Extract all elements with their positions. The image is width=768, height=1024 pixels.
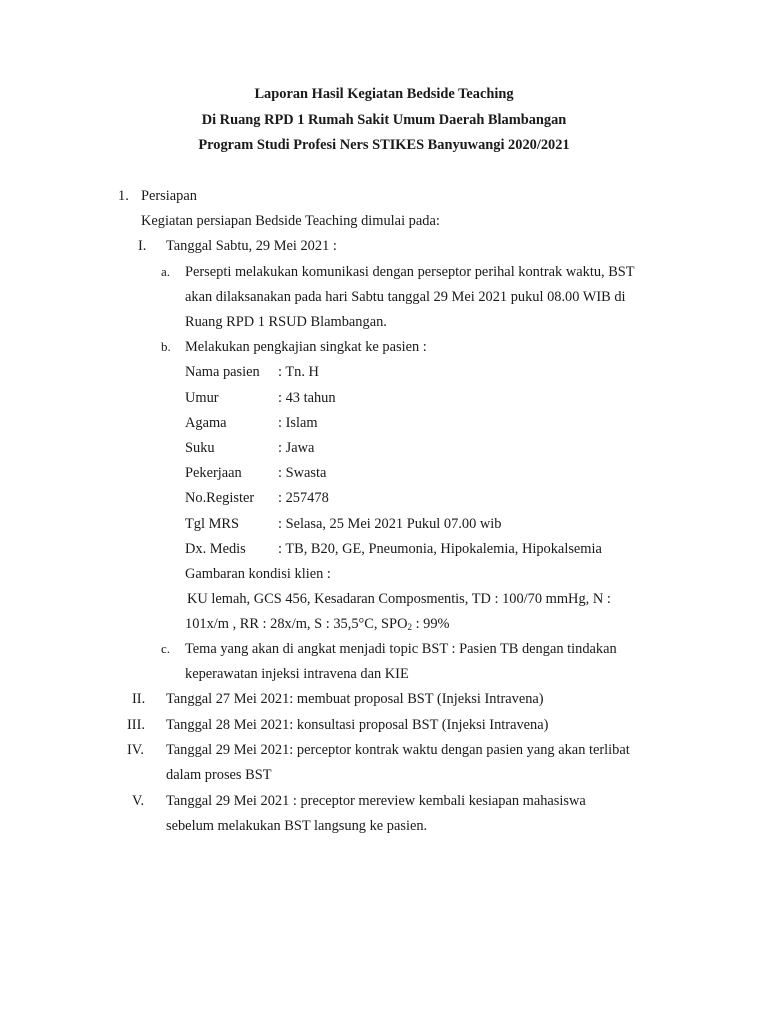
kondisi-line-2-value: : 99%	[411, 616, 450, 632]
field-label-pekerjaan: Pekerjaan	[185, 465, 242, 481]
report-title-line-3: Program Studi Profesi Ners STIKES Banyuwangi 2020/2021	[198, 137, 570, 153]
section-heading: Persiapan	[141, 188, 197, 204]
section-number: 1.	[118, 188, 129, 204]
subitem-a-line-1: Persepti melakukan komunikasi dengan perseptor perihal kontrak waktu, BST	[185, 264, 635, 280]
section-intro: Kegiatan persiapan Bedside Teaching dimulai pada:	[141, 213, 440, 229]
field-value-pekerjaan: : Swasta	[278, 465, 327, 481]
field-label-dx-medis: Dx. Medis	[185, 541, 246, 557]
field-value-tgl-mrs: : Selasa, 25 Mei 2021 Pukul 07.00 wib	[278, 516, 502, 532]
field-label-nama-pasien: Nama pasien	[185, 364, 260, 380]
field-label-suku: Suku	[185, 440, 215, 456]
item-2-text: Tanggal 27 Mei 2021: membuat proposal BST (Injeksi Intravena)	[166, 691, 544, 707]
subitem-a-mark: a.	[161, 264, 171, 279]
field-value-no-register: : 257478	[278, 490, 329, 506]
field-label-umur: Umur	[185, 390, 219, 406]
item-2-number: II.	[132, 691, 146, 707]
gambaran-kondisi-label: Gambaran kondisi klien :	[185, 566, 331, 582]
item-3-text: Tanggal 28 Mei 2021: konsultasi proposal BST (Injeksi Intravena)	[166, 717, 549, 733]
item-5-number: V.	[132, 793, 145, 809]
item-5-line-2: sebelum melakukan BST langsung ke pasien.	[166, 818, 428, 834]
kondisi-line-2	[185, 615, 450, 633]
item-4-number: IV.	[127, 742, 144, 758]
field-value-nama-pasien: : Tn. H	[278, 364, 319, 380]
subitem-b-mark: b.	[161, 339, 171, 354]
field-label-tgl-mrs: Tgl MRS	[185, 516, 239, 532]
field-value-dx-medis: : TB, B20, GE, Pneumonia, Hipokalemia, Hipokalsemia	[278, 541, 602, 557]
spo2-subscript: 2	[407, 622, 412, 632]
field-label-no-register: No.Register	[185, 490, 255, 506]
field-value-agama: : Islam	[278, 415, 318, 431]
subitem-c-mark: c.	[161, 641, 171, 656]
kondisi-line-1: KU lemah, GCS 456, Kesadaran Composmentis, TD : 100/70 mmHg, N :	[187, 591, 611, 607]
report-title-line-2: Di Ruang RPD 1 Rumah Sakit Umum Daerah Blambangan	[201, 112, 567, 128]
item-3-number: III.	[127, 717, 145, 733]
field-value-umur: : 43 tahun	[278, 390, 336, 406]
field-value-suku: : Jawa	[278, 440, 315, 456]
item-4-line-2: dalam proses BST	[166, 767, 272, 783]
field-label-agama: Agama	[185, 415, 227, 431]
item-1-number: I.	[138, 238, 147, 254]
report-title-line-1: Laporan Hasil Kegiatan Bedside Teaching	[254, 86, 514, 102]
item-1-text: Tanggal Sabtu, 29 Mei 2021 :	[166, 238, 337, 254]
item-5-line-1: Tanggal 29 Mei 2021 : preceptor mereview kembali kesiapan mahasiswa	[166, 793, 586, 809]
item-4-line-1: Tanggal 29 Mei 2021: perceptor kontrak waktu dengan pasien yang akan terlibat	[166, 742, 630, 758]
kondisi-line-2-text: 101x/m , RR : 28x/m, S : 35,5°C, SPO	[185, 616, 408, 632]
subitem-a-line-3: Ruang RPD 1 RSUD Blambangan.	[185, 314, 387, 330]
subitem-c-line-1: Tema yang akan di angkat menjadi topic BST : Pasien TB dengan tindakan	[185, 641, 617, 657]
subitem-a-line-2: akan dilaksanakan pada hari Sabtu tanggal 29 Mei 2021 pukul 08.00 WIB di	[185, 289, 626, 305]
subitem-c-line-2: keperawatan injeksi intravena dan KIE	[185, 666, 409, 682]
subitem-b-text: Melakukan pengkajian singkat ke pasien :	[185, 339, 427, 355]
